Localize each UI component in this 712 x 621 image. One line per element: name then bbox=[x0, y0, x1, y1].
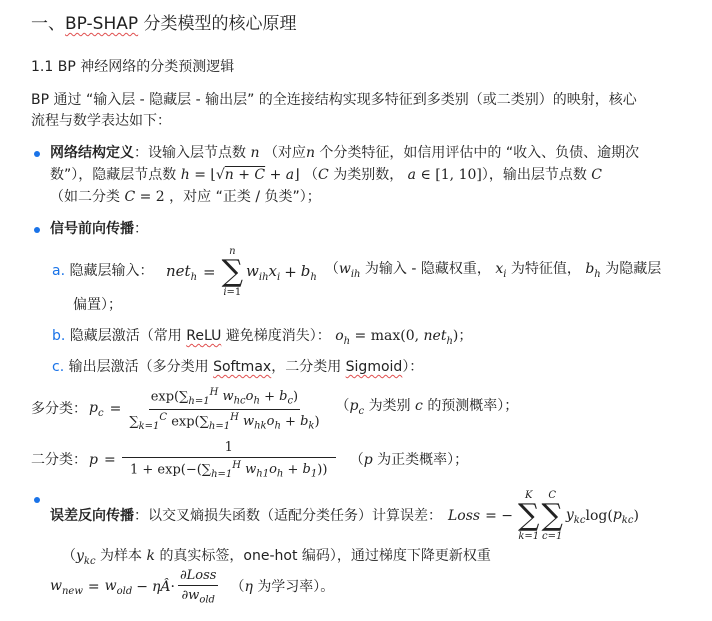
text: 为类别数， bbox=[333, 167, 404, 183]
text: ，对应 “正类 / 负类”）； bbox=[169, 189, 321, 205]
bullet-structure-label: 网络结构定义 bbox=[50, 145, 134, 161]
text: 数”），隐藏层节点数 bbox=[50, 167, 177, 183]
section-heading: 1.1 BP 神经网络的分类预测逻辑 bbox=[31, 59, 235, 75]
text: 为特征值， bbox=[510, 261, 581, 278]
formula-weight-update: $w_{new}$ = $w_{old}$ − ηÂ · $\frac{\text{∂Loss}}{\partial w_{old}}$ （η 为学习率）。 bbox=[50, 568, 335, 606]
math-C: C bbox=[591, 167, 603, 183]
text: ； bbox=[458, 328, 473, 344]
text: 为正类概率）； bbox=[377, 452, 469, 468]
text: （ bbox=[335, 398, 350, 415]
formula-net-h: net$_h$ = n ∑ i=1 $w_{ih}x_i$ + $b_h$ （$w_{ih}$ 为输入 - 隐藏权重， $x_i$ 为特征值， $b_h$ 为隐藏层 bbox=[166, 246, 662, 298]
text: ： bbox=[134, 221, 148, 237]
text: ：设输入层节点数 bbox=[134, 145, 246, 161]
text: 避免梯度消失）： bbox=[221, 328, 331, 344]
text: ），输出层节点数 bbox=[481, 167, 587, 183]
formula-binary: 二分类： p = $\frac{1}{1 + \exp(-(\sum_{h=1}^H w_{h1}o_h + b_1))}$ （p 为正类概率）； bbox=[31, 440, 469, 480]
text: 为输入 - 隐藏权重， bbox=[364, 261, 491, 278]
math-C: C bbox=[318, 167, 329, 183]
text: 隐藏层输入： bbox=[69, 263, 154, 279]
binary-label: 二分类： bbox=[31, 452, 87, 468]
page-title bbox=[31, 9, 297, 34]
term-sigmoid: Sigmoid bbox=[345, 359, 403, 375]
item-c bbox=[52, 356, 423, 378]
text: （ bbox=[349, 452, 364, 468]
text: （ bbox=[304, 167, 319, 183]
bullet-structure-line-3 bbox=[50, 186, 321, 208]
math-hidden-count: h = ⌊√n + C + a⌋ bbox=[180, 167, 300, 183]
text: （对应 bbox=[263, 145, 306, 161]
bullet-backprop-label: 误差反向传播 bbox=[50, 508, 134, 524]
item-a-line-1 bbox=[52, 260, 153, 282]
bullet-backprop-line-2: （$y_{kc}$ 为样本 k 的真实标签，one-hot 编码），通过梯度下降更新权重 bbox=[62, 548, 491, 567]
bullet-forward-label: 信号前向传播 bbox=[50, 221, 134, 237]
intro-line-2: 流程与数学表达如下： bbox=[31, 113, 171, 129]
title-brand: BP-SHAP bbox=[65, 14, 139, 34]
text: ）： bbox=[402, 359, 424, 375]
text: 隐藏层激活（常用 bbox=[69, 328, 187, 344]
math-a-range: a ∈ [1, 10] bbox=[407, 167, 482, 183]
text: （ bbox=[230, 579, 245, 595]
intro-line-1: BP 通过 “输入层 - 隐藏层 - 输出层” 的全连接结构实现多特征到多类别（或二类别）的映射，核心 bbox=[31, 92, 637, 108]
text: （ bbox=[62, 548, 76, 564]
math-n: n bbox=[250, 145, 260, 161]
text: ，二分类用 bbox=[271, 359, 346, 375]
text: （ bbox=[324, 261, 339, 278]
title-prefix: 一、 bbox=[31, 14, 65, 34]
text: 的真实标签，one-hot 编码），通过梯度下降更新权重 bbox=[159, 548, 491, 564]
text: 为类别 bbox=[368, 398, 411, 415]
title-rest: 分类模型的核心原理 bbox=[138, 14, 297, 34]
term-relu: ReLU bbox=[186, 328, 222, 344]
bullet-dot bbox=[34, 151, 40, 157]
text: 输出层激活（多分类用 bbox=[68, 359, 214, 375]
bullet-dot bbox=[34, 497, 40, 503]
list-marker-c: c. bbox=[52, 359, 65, 375]
text: 为隐藏层 bbox=[605, 261, 662, 278]
formula-multiclass: 多分类： $p_c$ = $\frac{\exp(\sum_{h=1}^H w_{hc}o_h + b_c)}{\sum_{k=1}^C \exp(\sum_{h=1}^H w_{hk}o_h + b_k)}$ （$p_c$ 为类别 c 的预测概率）； bbox=[31, 386, 519, 432]
math-C-eq-2: C = 2 bbox=[124, 189, 165, 205]
list-marker-b: b. bbox=[52, 328, 66, 344]
term-softmax: Softmax bbox=[213, 359, 272, 375]
text: 的预测概率）； bbox=[427, 398, 519, 415]
item-b bbox=[52, 325, 472, 353]
text: 个分类特征，如信用评估中的 “收入、负债、逾期次 bbox=[319, 145, 640, 161]
bullet-forward-heading bbox=[50, 218, 148, 240]
item-a-line-2: 偏置）； bbox=[73, 297, 122, 313]
text: 为学习率）。 bbox=[257, 579, 335, 595]
text: （如二分类 bbox=[50, 189, 120, 205]
formula-o-h: $o_h = \max(0$, net$_h$) bbox=[335, 328, 459, 347]
text: 为样本 bbox=[100, 548, 143, 564]
bullet-backprop-line-1: 误差反向传播：以交叉熵损失函数（适配分类任务）计算误差： Loss = − K ∑ k=1 C ∑ c=1 $y_{kc}$ log( $p_{kc}$ ) bbox=[50, 490, 639, 542]
text: ：以交叉熵损失函数（适配分类任务）计算误差： bbox=[134, 508, 442, 524]
bullet-dot bbox=[34, 227, 40, 233]
math-n: n bbox=[305, 145, 315, 161]
bullet-structure-line-2 bbox=[50, 164, 602, 186]
list-marker-a: a. bbox=[52, 263, 66, 279]
multi-label: 多分类： bbox=[31, 401, 87, 417]
bullet-structure-line-1 bbox=[50, 142, 639, 164]
